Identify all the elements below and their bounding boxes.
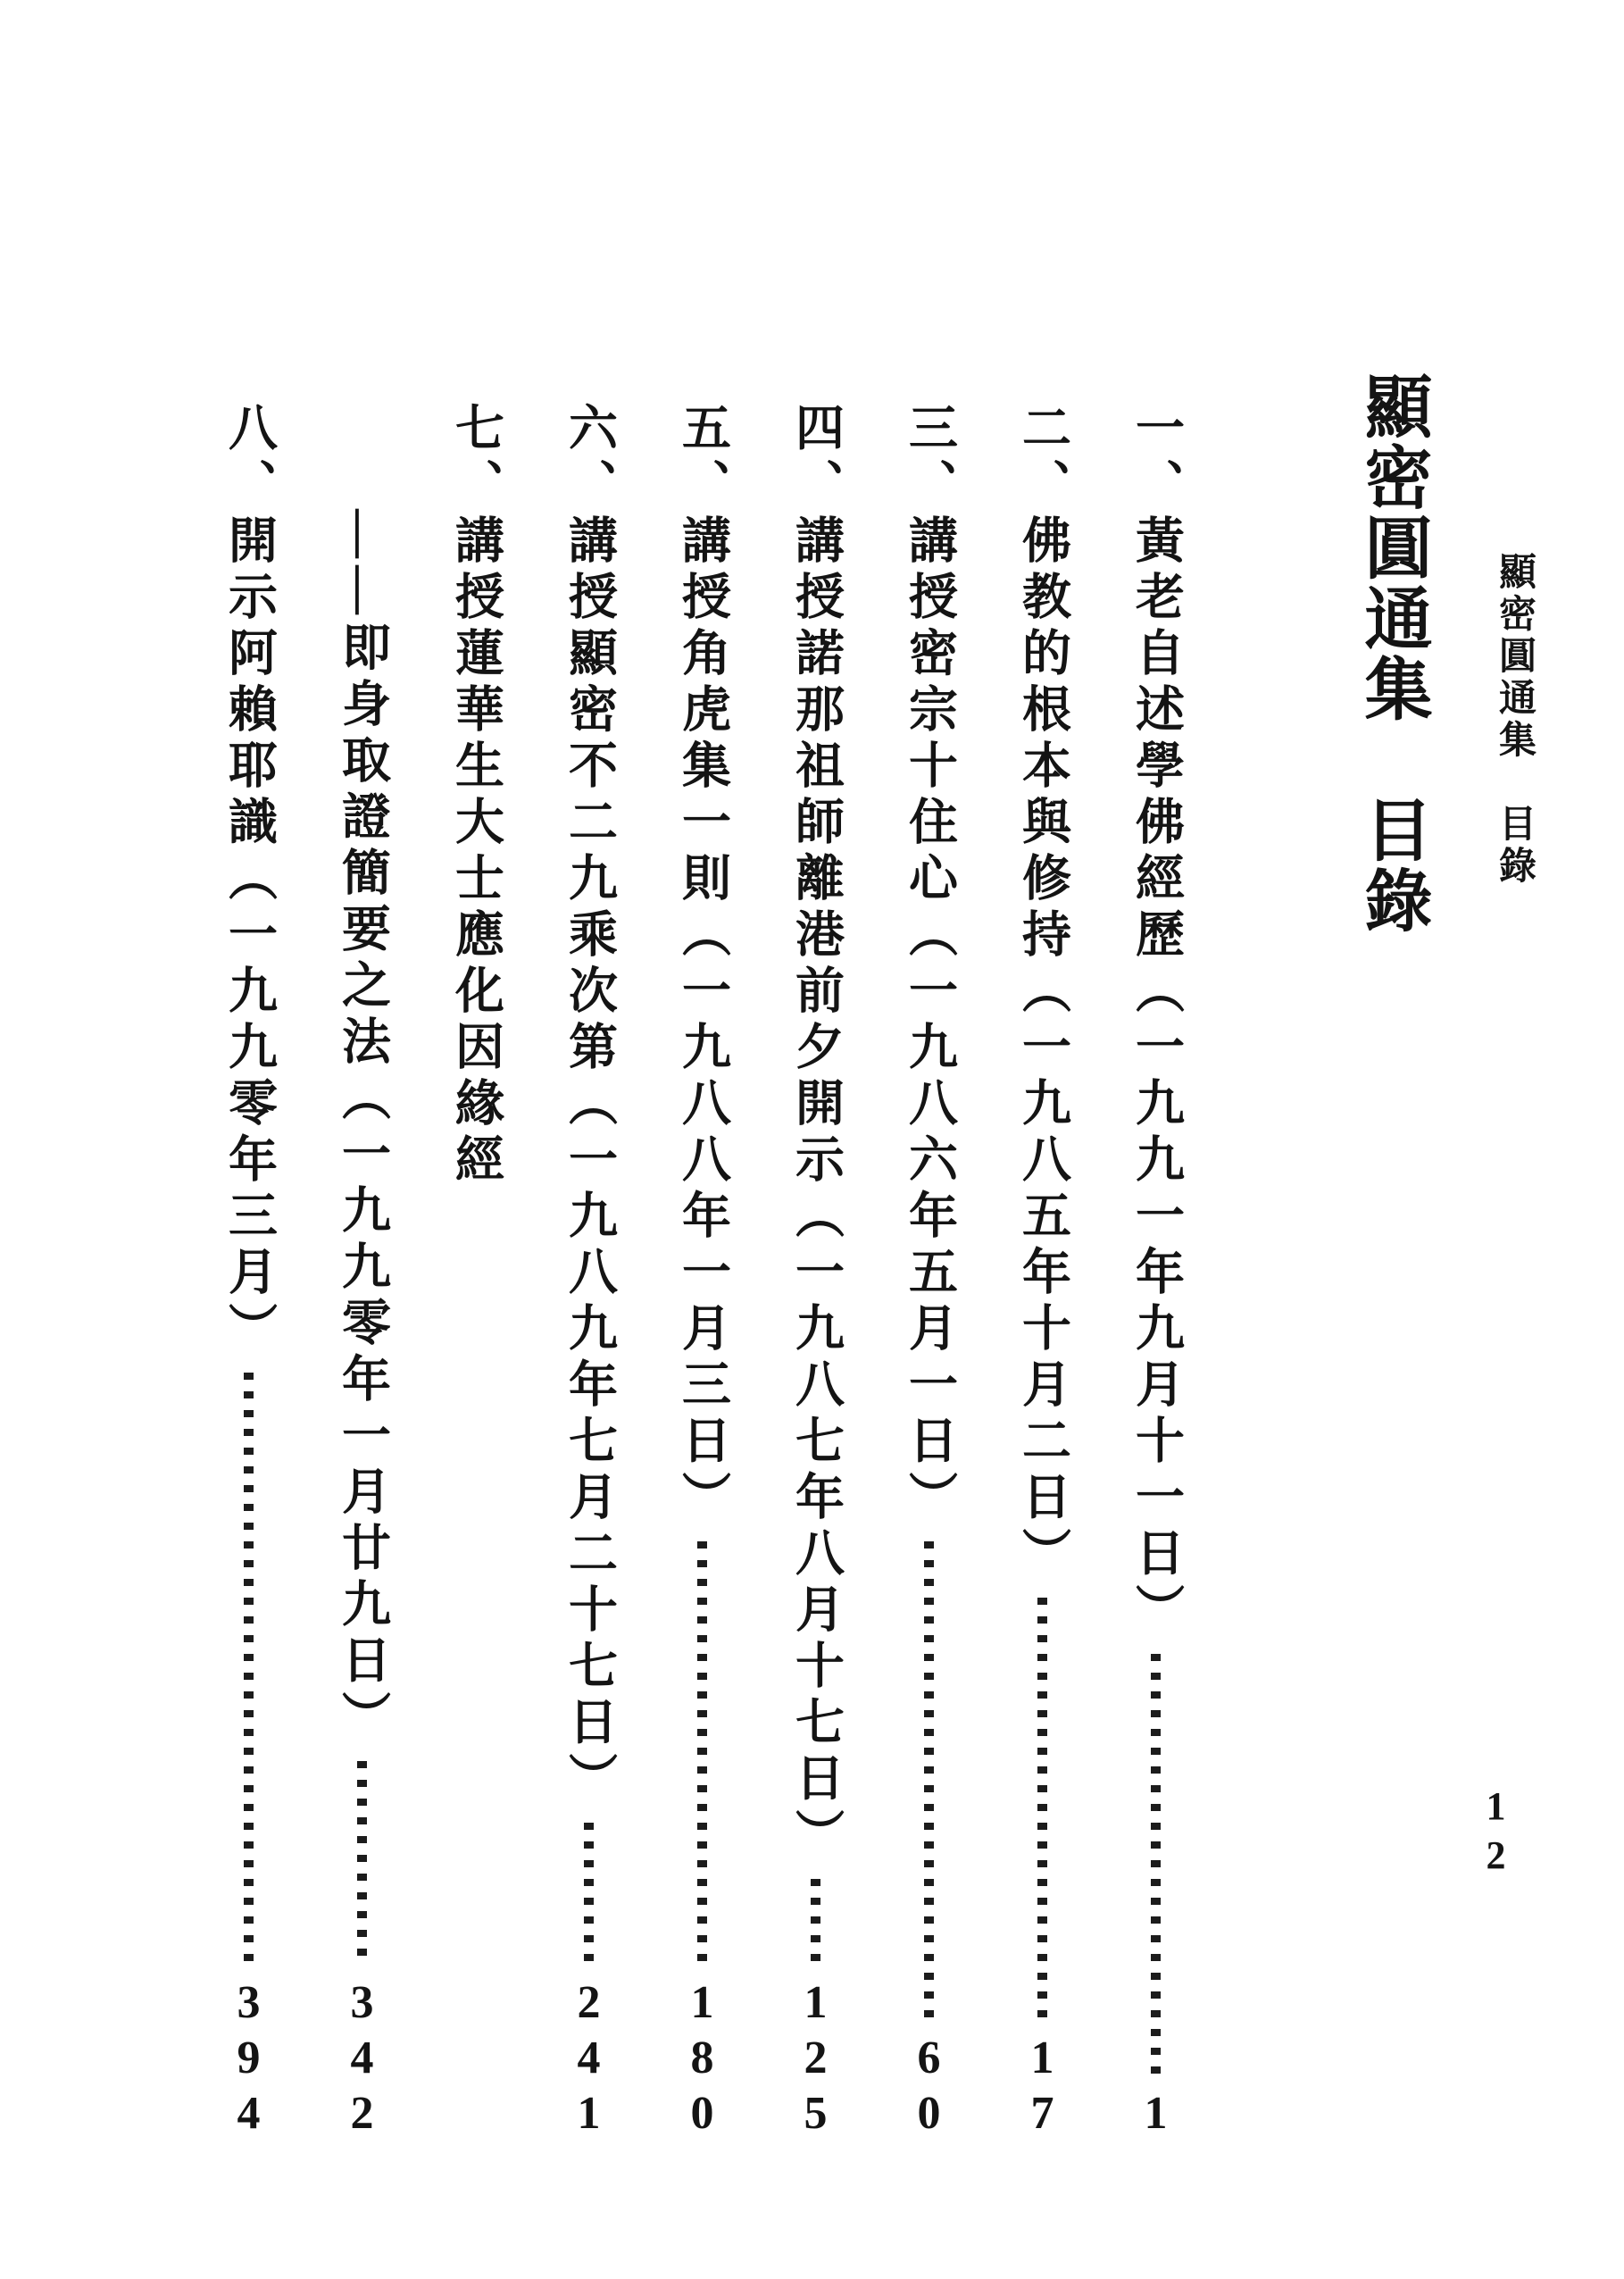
toc-dot-leader [811,1879,820,1963]
toc-entry-page: 394 [223,1977,274,2143]
toc-entry-page: 180 [677,1977,728,2143]
toc-dot-leader [1151,1654,1161,2074]
toc-entry-page: 125 [790,1977,841,2143]
page-number: 12 [1474,1784,1518,1882]
toc-entry [419,402,532,2143]
toc-entry-page: 241 [563,1977,614,2143]
toc-entry-text: 五、講授角虎集一則（一九八八年一月三日） [675,402,729,1527]
toc-dot-leader [1037,1598,1047,2018]
toc-dot-leader [697,1541,707,1963]
toc-entry [192,402,305,2143]
toc-entry-text: 三、講授密宗十住心（一九八六年五月一日） [902,402,956,1527]
toc-entry-text: ——即身取證簡要之法（一九九零年一月廿九日） [335,509,389,1747]
toc-entry [305,402,419,2143]
toc-dot-leader [244,1373,254,1963]
toc-entry [532,402,645,2143]
toc-entry [1099,402,1212,2143]
table-of-contents [192,402,1212,2143]
toc-entry [759,402,872,2143]
toc-entry-page: 60 [904,2033,954,2143]
toc-dot-leader [584,1823,594,1963]
toc-entry [986,402,1099,2143]
toc-entry-text: 二、佛教的根本與修持（一九八五年十月二日） [1015,402,1070,1583]
toc-dot-leader [924,1541,934,2018]
running-header: 顯密圓通集 目錄 [1495,552,1537,888]
toc-entry-text: 四、講授諾那祖師離港前夕開示（一九八七年八月十七日） [788,402,843,1865]
toc-entry-text: 六、講授顯密不二九乘次第（一九八九年七月二十七日） [562,402,616,1808]
toc-entry-page: 17 [1017,2033,1068,2143]
toc-entry-text: 八、開示阿賴耶識（一九九零年三月） [221,402,276,1358]
toc-entry [645,402,759,2143]
toc-dot-leader [357,1761,367,1963]
toc-entry [872,402,986,2143]
toc-entry-text: 一、黃老自述學佛經歷（一九九一年九月十一日） [1128,402,1183,1640]
book-title: 顯密圓通集 目錄 [1354,371,1430,936]
toc-entry-page: 342 [337,1977,387,2143]
toc-entry-page: 1 [1130,2088,1181,2143]
toc-entry-text: 七、講授蓮華生大士應化因緣經 [448,402,503,1190]
